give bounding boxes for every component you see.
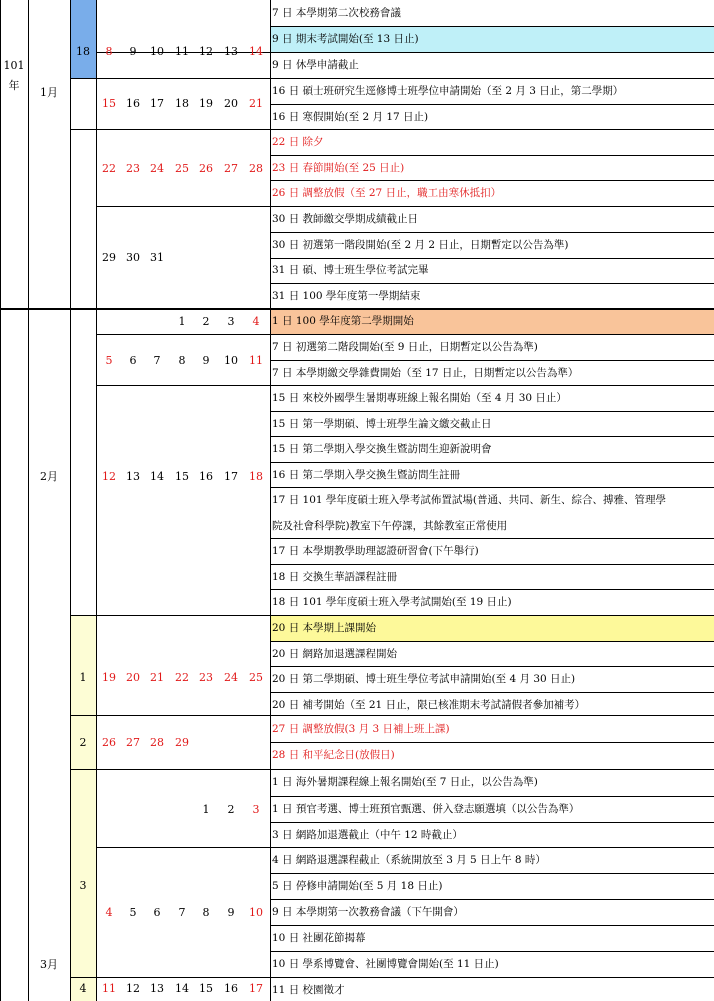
calendar-day: 26 (102, 736, 116, 749)
calendar-day: 8 (178, 354, 186, 367)
calendar-day: 24 (224, 671, 238, 684)
calendar-day: 8 (105, 45, 113, 58)
calendar-day: 9 (129, 45, 137, 58)
calendar-day: 28 (249, 162, 263, 175)
calendar-day: 1 (202, 803, 210, 816)
event-item: 15 日 第一學期碩、博士班學生論文繳交截止日 (272, 418, 492, 430)
calendar-day: 30 (126, 251, 140, 264)
calendar-day: 4 (252, 315, 260, 328)
calendar-day: 11 (175, 45, 189, 58)
event-item: 20 日 第二學期碩、博士班生學位考試申請開始(至 4 月 30 日止) (272, 673, 576, 685)
week-3-bg (70, 769, 96, 977)
calendar-day: 27 (126, 736, 140, 749)
calendar-day: 17 (150, 97, 164, 110)
calendar-day: 19 (102, 671, 116, 684)
calendar-day: 11 (102, 982, 116, 995)
calendar-day: 29 (102, 251, 116, 264)
calendar-day: 28 (150, 736, 164, 749)
event-item: 20 日 補考開始（至 21 日止，限已核准期末考試請假者參加補考） (272, 699, 586, 711)
calendar-day: 9 (227, 906, 235, 919)
event-item: 11 日 校園徵才 (272, 984, 345, 996)
calendar-day: 25 (175, 162, 189, 175)
calendar-day: 14 (150, 470, 164, 483)
event-item: 28 日 和平紀念日(放假日) (272, 749, 395, 761)
calendar-day: 31 (150, 251, 164, 264)
calendar-day: 23 (126, 162, 140, 175)
event-item: 院及社會科學院)教室下午停課，其餘教室正常使用 (272, 520, 508, 532)
event-item: 31 日 碩、博士班生學位考試完畢 (272, 264, 429, 276)
week-number-2: 2 (79, 736, 87, 749)
event-item: 30 日 初選第一階段開始(至 2 月 2 日止，日期暫定以公告為準) (272, 239, 569, 251)
event-item: 16 日 第二學期入學交換生暨訪問生註冊 (272, 469, 461, 481)
calendar-day: 12 (199, 45, 213, 58)
event-item: 30 日 教師繳交學期成績截止日 (272, 213, 419, 225)
event-item: 23 日 春節開始(至 25 日止) (272, 162, 405, 174)
calendar-day: 21 (249, 97, 263, 110)
calendar-day: 2 (227, 803, 235, 816)
event-item: 31 日 100 學年度第一學期結束 (272, 290, 421, 302)
event-item: 26 日 調整放假（至 27 日止，職工由寒休抵扣） (272, 187, 502, 199)
event-item: 7 日 初選第二階段開始(至 9 日止，日期暫定以公告為準) (272, 341, 538, 353)
calendar-day: 5 (105, 354, 113, 367)
month-january: 1月 (40, 86, 58, 99)
calendar-day: 18 (175, 97, 189, 110)
week-number-4: 4 (79, 982, 87, 995)
calendar-day: 14 (175, 982, 189, 995)
calendar-day: 15 (175, 470, 189, 483)
event-item: 10 日 社團花節揭幕 (272, 932, 366, 944)
calendar-day: 7 (153, 354, 161, 367)
calendar-day: 22 (175, 671, 189, 684)
event-item: 17 日 本學期教學助理認證研習會(下午舉行) (272, 545, 479, 557)
calendar-day: 10 (249, 906, 263, 919)
calendar-day: 18 (249, 470, 263, 483)
event-item: 22 日 除夕 (272, 136, 324, 148)
calendar-day: 13 (126, 470, 140, 483)
calendar-day: 16 (224, 982, 238, 995)
event-item: 7 日 本學期繳交學雜費開始（至 17 日止，日期暫定以公告為準） (272, 367, 579, 379)
calendar-day: 20 (126, 671, 140, 684)
calendar-day: 13 (150, 982, 164, 995)
calendar-day: 3 (252, 803, 260, 816)
calendar-day: 27 (224, 162, 238, 175)
year-number: 101 (3, 59, 25, 72)
calendar-day: 7 (178, 906, 186, 919)
calendar-day: 17 (249, 982, 263, 995)
event-item: 9 日 期末考試開始(至 13 日止) (272, 33, 419, 45)
calendar-day: 22 (102, 162, 116, 175)
calendar-day: 2 (202, 315, 210, 328)
week-number-1: 1 (79, 671, 87, 684)
event-item: 20 日 網路加退選課程開始 (272, 648, 398, 660)
event-item: 18 日 交換生華語課程註冊 (272, 571, 398, 583)
calendar-day: 10 (224, 354, 238, 367)
event-item: 7 日 本學期第二次校務會議 (272, 7, 401, 19)
year-suffix: 年 (8, 79, 20, 92)
calendar-day: 16 (126, 97, 140, 110)
event-item: 4 日 網路退選課程截止（系統開放至 3 月 5 日上午 8 時） (272, 854, 546, 866)
calendar-day: 15 (199, 982, 213, 995)
calendar-day: 29 (175, 736, 189, 749)
event-item: 1 日 海外暑期課程線上報名開始(至 7 日止，以公告為準) (272, 776, 538, 788)
event-item: 17 日 101 學年度碩士班入學考試佈置試場(普通、共同、新生、綜合、搏雅、管理學 (272, 494, 667, 506)
event-item: 5 日 停修申請開始(至 5 月 18 日止) (272, 880, 443, 892)
event-item: 1 日 預官考選、博士班預官甄選、併入登志願選填（以公告為準） (272, 803, 580, 815)
event-item: 16 日 碩士班研究生逕修博士班學位申請開始（至 2 月 3 日止，第二學期） (272, 85, 624, 97)
event-item: 18 日 101 學年度碩士班入學考試開始(至 19 日止) (272, 596, 512, 608)
calendar-day: 4 (105, 906, 113, 919)
event-item: 20 日 本學期上課開始 (272, 622, 377, 634)
event-item: 16 日 寒假開始(至 2 月 17 日止) (272, 111, 429, 123)
calendar-day: 25 (249, 671, 263, 684)
calendar-day: 9 (202, 354, 210, 367)
calendar-day: 13 (224, 45, 238, 58)
week-number-3: 3 (79, 879, 87, 892)
event-item: 10 日 學系博覽會、社團博覽會開始(至 11 日止) (272, 958, 499, 970)
event-item: 15 日 第二學期入學交換生暨訪問生迎新說明會 (272, 443, 492, 455)
calendar-day: 15 (102, 97, 116, 110)
calendar-day: 23 (199, 671, 213, 684)
calendar-day: 16 (199, 470, 213, 483)
month-march: 3月 (40, 958, 58, 971)
calendar-day: 12 (126, 982, 140, 995)
week-18-bg (70, 0, 96, 78)
calendar-day: 6 (153, 906, 161, 919)
event-item: 9 日 本學期第一次教務會議（下午開會） (272, 906, 464, 918)
calendar-day: 14 (249, 45, 263, 58)
event-item: 9 日 休學申請截止 (272, 59, 359, 71)
calendar-day: 19 (199, 97, 213, 110)
week-number-18: 18 (76, 45, 90, 58)
month-february: 2月 (40, 470, 58, 483)
calendar-day: 17 (224, 470, 238, 483)
calendar-day: 12 (102, 470, 116, 483)
event-item: 1 日 100 學年度第二學期開始 (272, 315, 414, 327)
event-item: 3 日 網路加退選截止（中午 12 時截止） (272, 829, 463, 841)
year-label (0, 58, 28, 94)
calendar-day: 5 (129, 906, 137, 919)
calendar-day: 26 (199, 162, 213, 175)
calendar-day: 11 (249, 354, 263, 367)
calendar-day: 10 (150, 45, 164, 58)
calendar-day: 8 (202, 906, 210, 919)
calendar-day: 1 (178, 315, 186, 328)
calendar-day: 24 (150, 162, 164, 175)
calendar-day: 6 (129, 354, 137, 367)
week-1-bg (70, 615, 96, 715)
calendar-day: 3 (227, 315, 235, 328)
calendar-day: 21 (150, 671, 164, 684)
calendar-day: 20 (224, 97, 238, 110)
event-item: 27 日 調整放假(3 月 3 日補上班上課) (272, 723, 450, 735)
event-item: 15 日 來校外國學生暑期專班線上報名開始（至 4 月 30 日止） (272, 392, 567, 404)
